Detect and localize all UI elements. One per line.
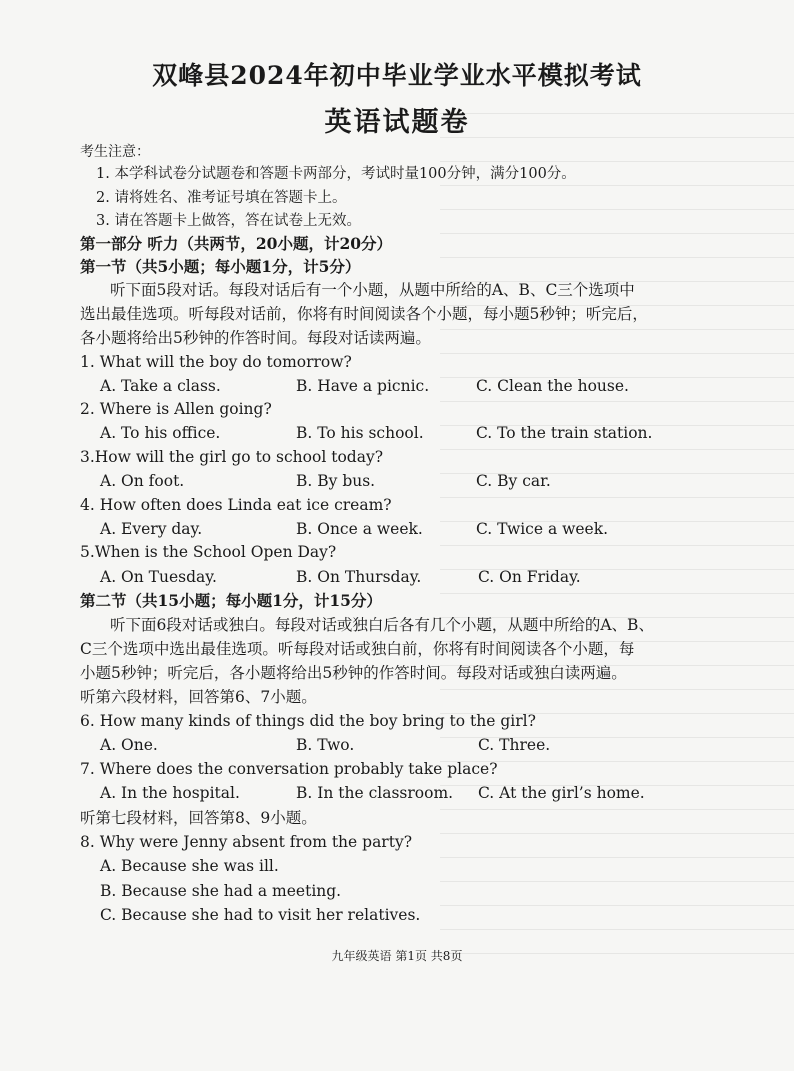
option-a: A. On Tuesday. (100, 568, 217, 586)
option-b: B. To his school. (296, 424, 424, 442)
material-note: 听第六段材料，回答第6、7小题。 (80, 688, 317, 706)
option-c: C. Three. (478, 736, 551, 754)
option-a: A. On foot. (100, 472, 185, 490)
part1-heading: 第一部分 听力（共两节，20小题，计20分） (80, 234, 393, 253)
notice-item: 2. 请将姓名、准考证号填在答题卡上。 (96, 190, 347, 206)
question-text: 5.When is the School Open Day? (80, 543, 337, 561)
option-a: A. Because she was ill. (100, 857, 279, 875)
option-a: A. Every day. (100, 520, 203, 538)
question-text: 1. What will the boy do tomorrow? (80, 353, 352, 371)
section2-instructions: C三个选项中选出最佳选项。听每段对话或独白前，你将有时间阅读各个小题，每 (80, 640, 635, 658)
option-b: B. In the classroom. (296, 784, 454, 802)
option-b: B. Have a picnic. (296, 377, 430, 395)
question-text: 8. Why were Jenny absent from the party? (80, 833, 413, 851)
question-text: 4. How often does Linda eat ice cream? (80, 496, 392, 514)
option-a: A. One. (100, 736, 158, 754)
option-c: C. By car. (476, 472, 551, 490)
notice-item: 1. 本学科试卷分试题卷和答题卡两部分，考试时量100分钟，满分100分。 (96, 166, 576, 182)
exam-title: 双峰县2024年初中毕业学业水平模拟考试 (152, 61, 642, 90)
option-b: B. Two. (296, 736, 355, 754)
section2-instructions: 听下面6段对话或独白。每段对话或独白后各有几个小题，从题中所给的A、B、 (110, 616, 654, 634)
section1-instructions: 各小题将给出5秒钟的作答时间。每段对话读两遍。 (80, 329, 431, 347)
question-text: 2. Where is Allen going? (80, 400, 272, 418)
question-text: 7. Where does the conversation probably take place? (80, 760, 498, 778)
option-b: B. On Thursday. (296, 568, 422, 586)
exam-subtitle: 英语试题卷 (324, 107, 470, 138)
option-c: C. At the girl’s home. (478, 784, 645, 802)
option-c: C. Twice a week. (476, 520, 609, 538)
option-a: A. In the hospital. (100, 784, 240, 802)
material-note: 听第七段材料，回答第8、9小题。 (80, 809, 317, 827)
option-c: C. To the train station. (476, 424, 653, 442)
section1-instructions: 听下面5段对话。每段对话后有一个小题，从题中所给的A、B、C三个选项中 (110, 281, 635, 299)
option-b: B. Because she had a meeting. (100, 882, 342, 900)
section2-instructions: 小题5秒钟；听完后，各小题将给出5秒钟的作答时间。每段对话或独白读两遍。 (80, 664, 627, 682)
option-b: B. By bus. (296, 472, 376, 490)
option-c: C. On Friday. (478, 568, 581, 586)
option-a: A. To his office. (100, 424, 221, 442)
section2-heading: 第二节（共15小题；每小题1分，计15分） (80, 591, 382, 610)
option-b: B. Once a week. (296, 520, 423, 538)
option-c: C. Clean the house. (476, 377, 629, 395)
notice-item: 3. 请在答题卡上做答，答在试卷上无效。 (96, 213, 361, 229)
option-a: A. Take a class. (100, 377, 221, 395)
notice-heading: 考生注意： (80, 144, 150, 160)
page-footer: 九年级英语 第1页 共8页 (331, 949, 463, 963)
question-text: 6. How many kinds of things did the boy bring to the girl? (80, 712, 536, 730)
section1-instructions: 选出最佳选项。听每段对话前，你将有时间阅读各个小题，每小题5秒钟；听完后， (80, 305, 648, 323)
question-text: 3.How will the girl go to school today? (80, 448, 384, 466)
section1-heading: 第一节（共5小题；每小题1分，计5分） (80, 257, 361, 276)
option-c: C. Because she had to visit her relatives. (100, 906, 421, 924)
